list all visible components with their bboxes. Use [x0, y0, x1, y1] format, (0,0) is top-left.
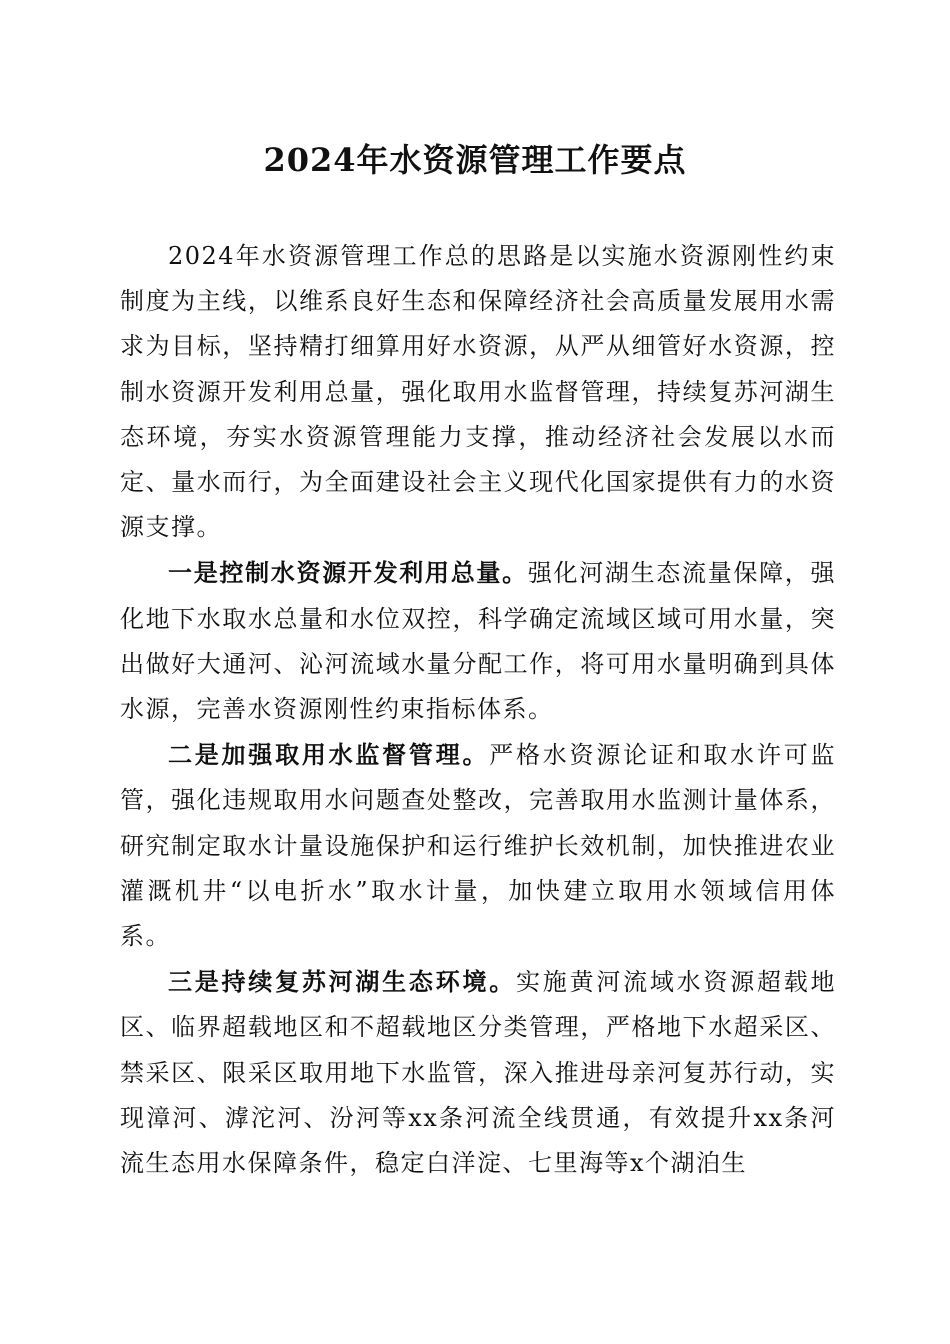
section-lead-1: 一是控制水资源开发利用总量。 — [168, 558, 528, 588]
section-text-2: 严格水资源论证和取水许可监管，强化违规取用水问题查处整改，完善取用水监测计量体系，研究制定取水计量设施保护和运行维护长效机制，加快推进农业灌溉机井“以电折水”取水计量，加快建立取用水领域信用体系。 — [120, 741, 836, 951]
page-title: 2024年水资源管理工作要点 — [263, 141, 687, 179]
section-lead-3: 三是持续复苏河湖生态环境。 — [168, 967, 517, 997]
section-text-1: 强化河湖生态流量保障，强化地下水取水总量和水位双控，科学确定流域区域可用水量，突出做好大通河、沁河流域水量分配工作，将可用水量明确到具体水源，完善水资源刚性约束指标体系。 — [120, 559, 837, 724]
section-lead-2: 二是加强取用水监督管理。 — [168, 740, 490, 770]
document-body — [120, 234, 836, 1186]
section-text-3: 实施黄河流域水资源超载地区、临界超载地区和不超载地区分类管理，严格地下水超采区、禁采区、限采区取用地下水监管，深入推进母亲河复苏行动，实现漳河、滹沱河、汾河等xx条河流全线贯通，有效提升xx条河流生态用水保障条件，稳定白洋淀、七里海等x个湖泊生 — [120, 968, 837, 1178]
intro-paragraph: 2024年水资源管理工作总的思路是以实施水资源刚性约束制度为主线，以维系良好生态和保障经济社会高质量发展用水需求为目标，坚持精打细算用好水资源，从严从细管好水资源，控制水资源开发利用总量，强化取用水监督管理，持续复苏河湖生态环境，夯实水资源管理能力支撑，推动经济社会发展以水而定、量水而行，为全面建设社会主义现代化国家提供有力的水资源支撑。 — [120, 242, 836, 542]
section-paragraph-3 — [120, 959, 836, 1186]
section-paragraph-1 — [120, 550, 836, 732]
section-paragraph-2 — [120, 732, 836, 959]
